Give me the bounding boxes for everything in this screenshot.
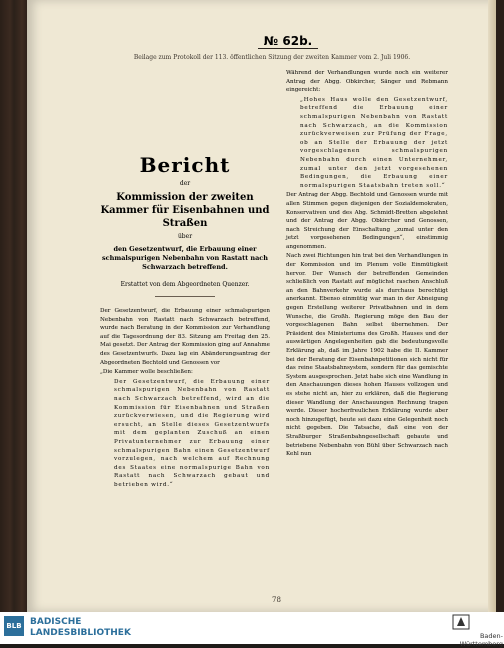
page-edge [488, 0, 496, 612]
footer-bar [0, 612, 504, 648]
document-subtitle: Beilage zum Protokoll der 113. öffentlichen Sitzung der zweiten Kammer vom 2. Juli 1906. [133, 54, 411, 61]
quoted-motion: Der Gesetzentwurf, die Erbauung einer schmalspurigen Nebenbahn von Rastatt nach Schwarzach betreffend, wird an die Kommission für Eisenbahnen und Straßen zurückverwiesen, und die Regierung wird ersucht, an Stelle dieses Gesetzentwurfs mit dem geplanten Zuschuß an einen Privatunternehmer zur Erbauung einer schmalspurigen Bahn einen Gesetzentwurf vorzulegen, nach welchem auf Rechnung des Staates eine normalspurige Bahn von Rastatt nach Schwarzach gebaut und betrieben wird.“ [114, 378, 270, 488]
report-label-ueber: über [177, 233, 193, 240]
paragraph: Der Antrag der Abgg. Bechtold und Genossen wurde mit allen Stimmen gegen diejenigen der Sozialdemokraten, Konservativen und des Abg. Schmidt-Bretten abgelehnt und der Antrag der Abgg. Obkircher und Genossen, nach Streichung der Einschaltung „zumal unter den jetzt vorgesehenen Bedingungen“, einstimmig angenommen. [286, 192, 448, 250]
state-seal-icon [452, 614, 470, 630]
paragraph: Während der Verhandlungen wurde noch ein weiterer Antrag der Abgg. Obkircher, Sänger und Rebmann eingereicht: [286, 70, 448, 94]
document-number: № 62b. [258, 34, 318, 49]
report-label-der: der [179, 180, 191, 187]
left-column [100, 95, 270, 490]
logo-abbr: BLB [6, 622, 22, 630]
commission-heading: Kommission der zweiten Kammer für Eisenbahnen und Straßen [100, 192, 270, 229]
paragraph: Nach zwei Richtungen hin trat bei den Verhandlungen in der Kommission und im Plenum volle Einmütigkeit hervor. Der Wunsch der betreffenden Gemeinden schließlich von Rastatt auf möglichst raschen Anschluß an den Bahnverkehr wurde als durchaus berechtigt anerkannt. Ebenso einmütig war man in der Abneigung gegen Erstellung weiterer Privatbahnen und in dem Wunsche, die Großh. Regierung möge den Bau der vorgeschlagenen Bahn selbst übernehmen. Der Präsident des Ministeriums des Großh. Hauses und der auswärtigen Angelegenheiten gab die bedeutungsvolle Erklärung ab, daß im Jahre 1902 habe die II. Kammer bei der Beratung der Eisenbahnpetitionen sich nicht für das reine Staatsbahnsystem, sondern für das gemischte System ausgesprochen. Jetzt habe sich eine Wandlung in den Anschauungen dieses hohen Hauses vollzogen und es stehe nicht an, hier zu erklären, daß die Regierung dieser Wandlung der Anschauungen Rechnung tragen werde. Dieser hocherfreulichen Erklärung wurde aber noch hinzugefügt, heute sei dazu eine Gelegenheit noch nicht gegeben. Die Tatsache, daß eine von der Straßburger Straßenbahngesellschaft gebaute und betriebene Nebenbahn von Bühl über Schwarzach nach Kehl nun [286, 253, 448, 458]
state-name: Baden-Württemberg [459, 632, 503, 648]
library-name-line1[interactable]: BADISCHE [30, 617, 82, 627]
quoted-motion: „Hohes Haus wolle den Gesetzentwurf, betreffend die Erbauung einer schmalspurigen Nebenbahn von Rastatt nach Schwarzach, an die Kommission zurückverweisen zur Prüfung der Frage, ob an Stelle der Erbauung der jetzt vorgeschlagenen schmalspurigen Nebenbahn durch einen Unternehmer, zumal unter den jetzt vorgesehenen Bedingungen, die Erbauung einer normalspurigen Staatsbahn treten soll.“ [300, 96, 448, 189]
report-topic: den Gesetzentwurf, die Erbauung einer schmalspurigen Nebenbahn von Rastatt nach Schwarzach betreffend. [102, 245, 268, 271]
library-logo[interactable] [4, 616, 24, 636]
report-title: Bericht [139, 153, 231, 177]
paragraph: Der Gesetzentwurf, die Erbauung einer schmalspurigen Nebenbahn von Rastatt nach Schwarzach betreffend, wurde nach Beratung in der Kommission zur Verhandlung auf die Tagesordnung der 83. Sitzung am Freitag den 25. Mai gesetzt. Der Antrag der Kommission ging auf Annahme des Gesetzentwurfs. Dazu lag ein Abänderungsantrag der Abgeordneten Bechtold und Genossen vor [100, 308, 270, 366]
right-column [286, 69, 448, 460]
page-number: 78 [272, 596, 281, 604]
rapporteur: Erstattet von dem Abgeordneten Quenzer. [120, 281, 250, 288]
divider [155, 296, 215, 297]
library-name-line2[interactable]: LANDESBIBLIOTHEK [30, 628, 131, 638]
paragraph: „Die Kammer wolle beschließen: [100, 369, 193, 376]
